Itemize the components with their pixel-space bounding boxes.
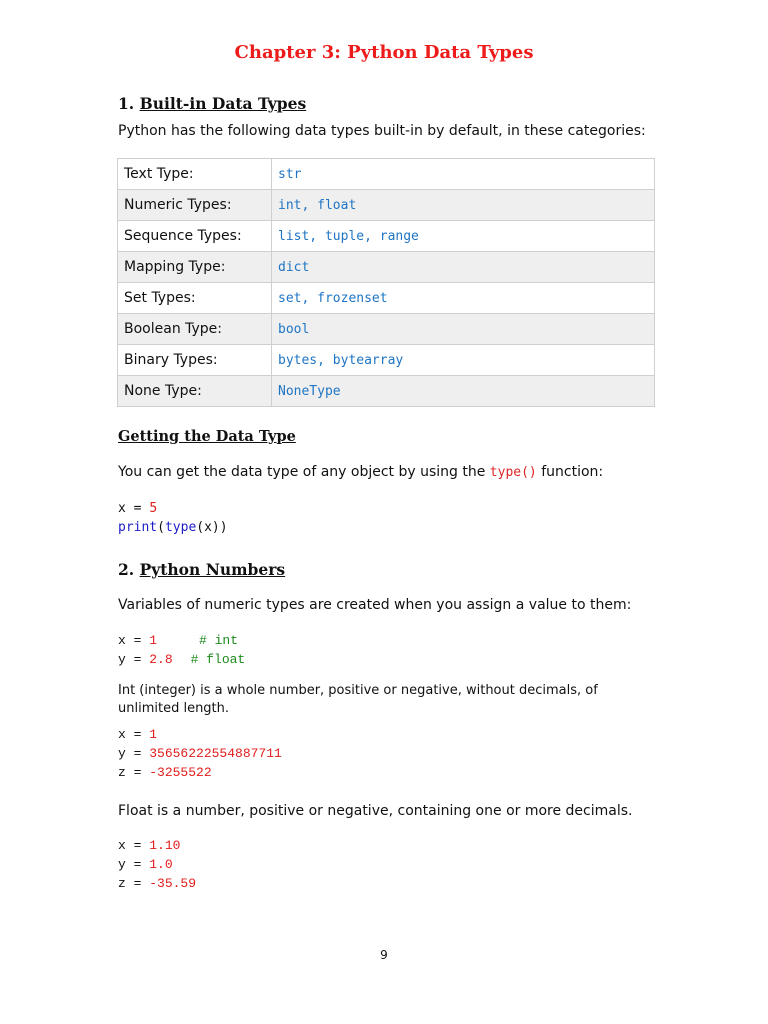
code-number: 1.10 [149, 838, 181, 853]
code-number: -3255522 [149, 765, 212, 780]
code-line [118, 763, 282, 782]
table-row [118, 314, 655, 345]
code-text: y = [118, 857, 150, 872]
code-block-numeric-assign [118, 631, 245, 669]
section-number: 2. [118, 560, 135, 579]
type-category-cell: Mapping Type: [118, 252, 272, 283]
code-text: z = [118, 876, 150, 891]
int-description: Int (integer) is a whole number, positive or negative, without decimals, of unlimited length. [118, 683, 598, 716]
data-types-table [117, 158, 655, 407]
code-block-int-example [118, 725, 282, 782]
table-row [118, 283, 655, 314]
type-names-cell: bytes, bytearray [272, 345, 655, 376]
subheading-getting-data-type: Getting the Data Type [118, 428, 296, 445]
code-comment: # float [190, 652, 246, 667]
code-number: 1.0 [149, 857, 173, 872]
description-text: You can get the data type of any object by using the [118, 464, 490, 480]
code-block-type-example [118, 499, 228, 537]
table-row [118, 190, 655, 221]
type-names-cell: set, frozenset [272, 283, 655, 314]
type-category-cell: Boolean Type: [118, 314, 272, 345]
code-line [118, 650, 245, 669]
type-category-cell: None Type: [118, 376, 272, 407]
section-title: Python Numbers [139, 560, 286, 579]
getting-type-description [118, 464, 603, 480]
type-names-cell: dict [272, 252, 655, 283]
code-text: y = [118, 746, 150, 761]
section-heading-built-in-data-types [118, 94, 306, 113]
code-comment: # int [199, 633, 239, 648]
code-keyword: type [164, 520, 197, 535]
code-keyword: print [118, 520, 158, 535]
code-line [118, 855, 196, 874]
code-line [118, 631, 245, 650]
type-names-cell: str [272, 159, 655, 190]
code-number: 35656222554887711 [149, 746, 282, 761]
code-text: x = [118, 838, 150, 853]
type-category-cell: Text Type: [118, 159, 272, 190]
type-category-cell: Set Types: [118, 283, 272, 314]
code-text: x = [118, 727, 150, 742]
code-text: ( [157, 520, 165, 535]
type-category-cell: Sequence Types: [118, 221, 272, 252]
code-line [118, 836, 196, 855]
code-line [118, 744, 282, 763]
code-text: y = [118, 652, 150, 667]
numbers-intro: Variables of numeric types are created when you assign a value to them: [118, 597, 632, 613]
code-line [118, 725, 282, 744]
section-intro: Python has the following data types built-in by default, in these categories: [118, 123, 646, 139]
section-number: 1. [118, 94, 135, 113]
float-description: Float is a number, positive or negative, containing one or more decimals. [118, 803, 633, 819]
table-row [118, 345, 655, 376]
code-text: x = [118, 633, 150, 648]
code-number: 5 [149, 501, 158, 516]
code-text: z = [118, 765, 150, 780]
page-number: 9 [380, 948, 388, 962]
section-heading-python-numbers [118, 560, 285, 579]
type-category-cell: Binary Types: [118, 345, 272, 376]
code-line [118, 518, 228, 537]
inline-code-type: type() [489, 465, 537, 480]
table-row [118, 376, 655, 407]
code-number: -35.59 [149, 876, 197, 891]
code-text: (x)) [196, 520, 228, 535]
code-line [118, 499, 228, 518]
table-row [118, 159, 655, 190]
type-category-cell: Numeric Types: [118, 190, 272, 221]
code-number: 1 [149, 727, 158, 742]
code-line [118, 874, 196, 893]
code-number: 2.8 [149, 652, 173, 667]
type-names-cell: list, tuple, range [272, 221, 655, 252]
table-row [118, 252, 655, 283]
section-title: Built-in Data Types [139, 94, 307, 113]
type-names-cell: int, float [272, 190, 655, 221]
code-number: 1 [149, 633, 158, 648]
code-block-float-example [118, 836, 196, 893]
chapter-title: Chapter 3: Python Data Types [234, 42, 534, 63]
type-names-cell: bool [272, 314, 655, 345]
description-text: function: [536, 464, 604, 480]
type-names-cell: NoneType [272, 376, 655, 407]
code-text: x = [118, 501, 150, 516]
table-row [118, 221, 655, 252]
